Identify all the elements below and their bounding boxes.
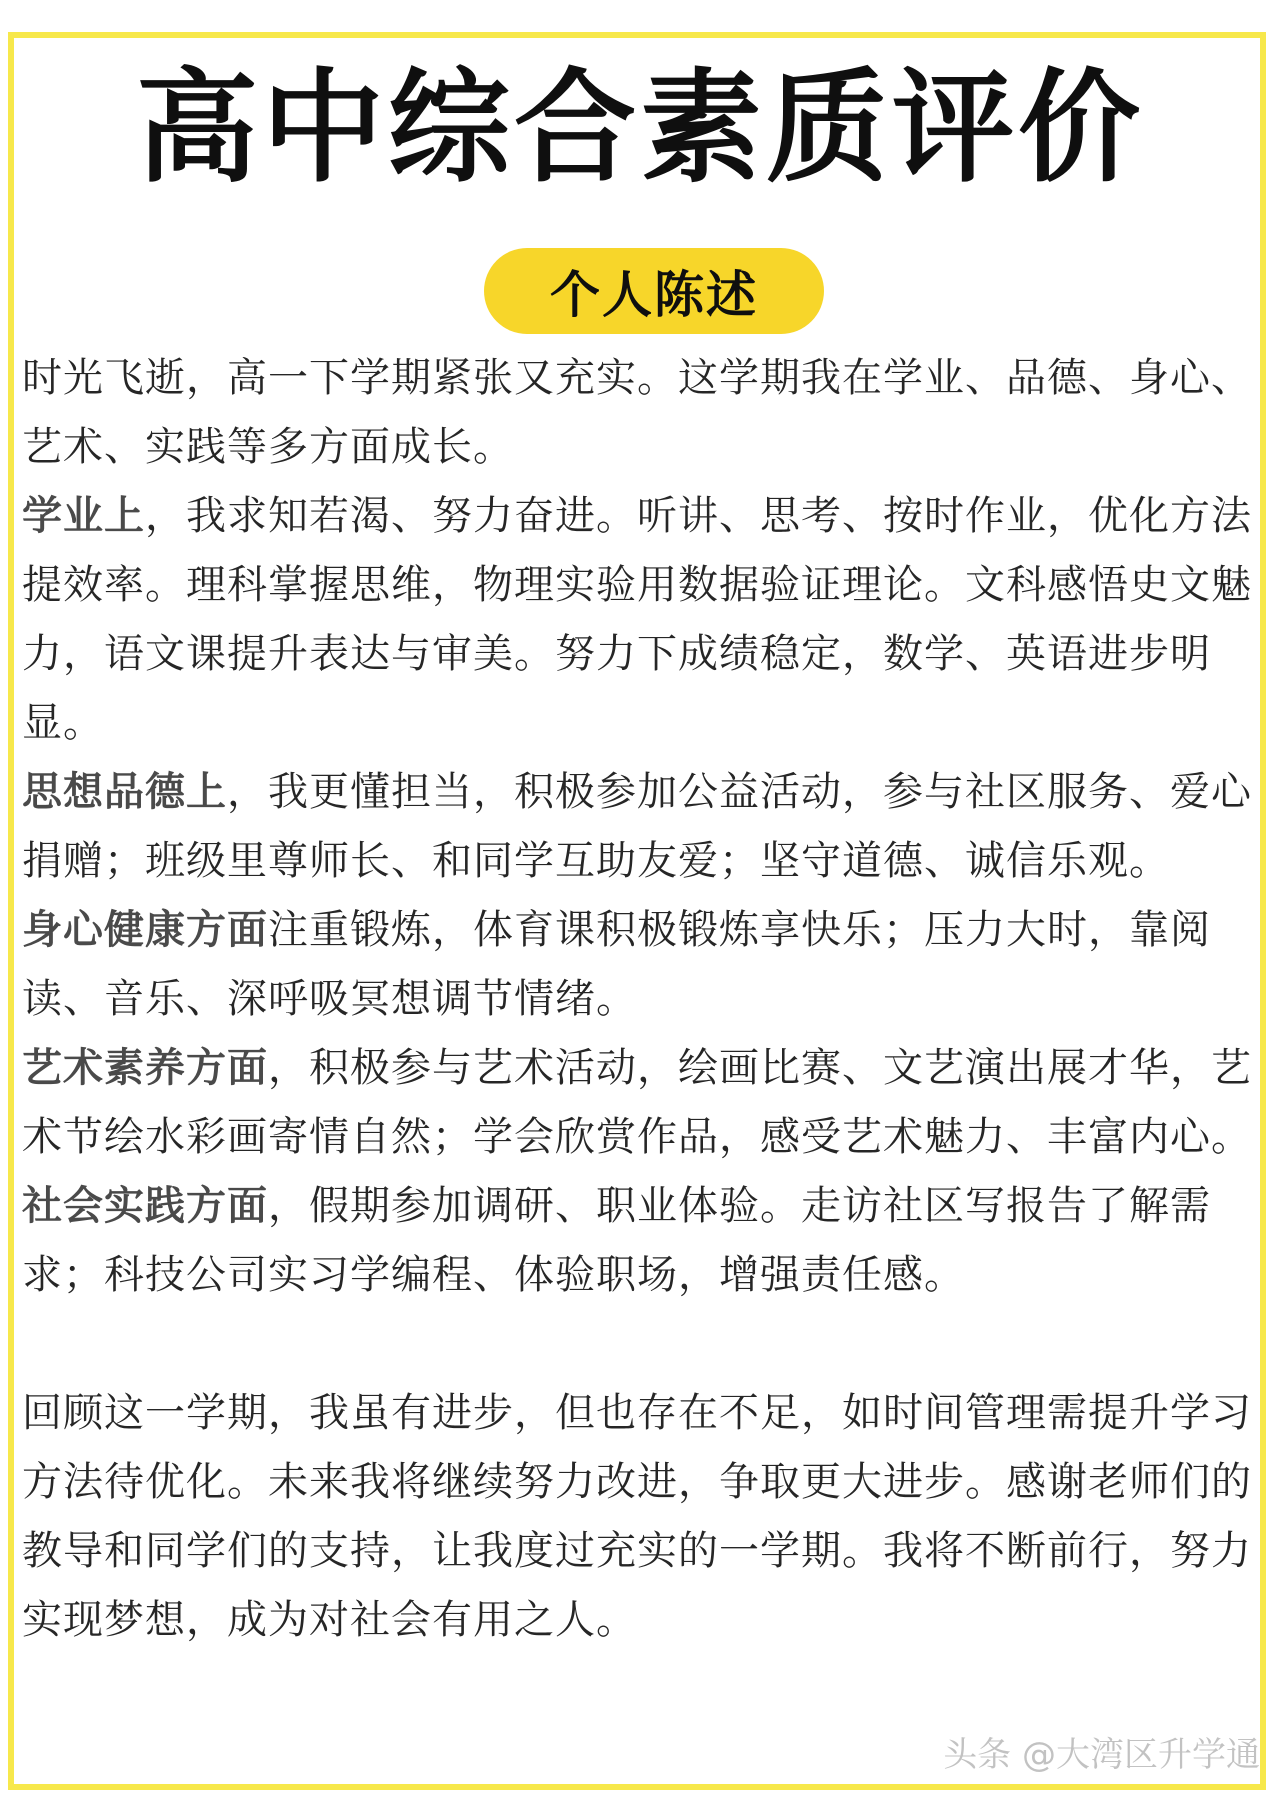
conclusion-paragraph: 回顾这一学期，我虽有进步，但也存在不足，如时间管理需提升学习方法待优化。未来我将继续努力改进，争取更大进步。感谢老师们的教导和同学们的支持，让我度过充实的一学期。我将不断前行，努力实现梦想，成为对社会有用之人。	[22, 1390, 1252, 1643]
watermark: 头条 @大湾区升学通	[943, 1735, 1260, 1775]
section-lead: 思想品德上	[22, 769, 227, 815]
section-text: ，我求知若渴、努力奋进。听讲、思考、按时作业，优化方法提效率。理科掌握思维，物理实验用数据验证理论。文科感悟史文魅力，语文课提升表达与审美。努力下成绩稳定，数学、英语进步明显。	[22, 493, 1252, 746]
section-academic	[22, 482, 1262, 758]
statement-body	[22, 344, 1262, 1655]
page-title: 高中综合素质评价	[136, 57, 1144, 199]
section-lead: 艺术素养方面	[22, 1045, 268, 1091]
section-badge: 个人陈述	[484, 248, 824, 334]
section-arts	[22, 1034, 1262, 1172]
section-lead: 社会实践方面	[22, 1183, 268, 1229]
section-health	[22, 896, 1262, 1034]
section-text: ，假期参加调研、职业体验。走访社区写报告了解需求；科技公司实习学编程、体验职场，增强责任感。	[22, 1183, 1211, 1298]
section-lead: 学业上	[22, 493, 145, 539]
section-lead: 身心健康方面	[22, 907, 268, 953]
section-text: 注重锻炼，体育课积极锻炼享快乐；压力大时，靠阅读、音乐、深呼吸冥想调节情绪。	[22, 907, 1211, 1022]
section-practice	[22, 1172, 1262, 1310]
intro-paragraph: 时光飞逝，高一下学期紧张又充实。这学期我在学业、品德、身心、艺术、实践等多方面成长。	[22, 355, 1252, 470]
section-morality	[22, 758, 1262, 896]
section-text: ，我更懂担当，积极参加公益活动，参与社区服务、爱心捐赠；班级里尊师长、和同学互助友爱；坚守道德、诚信乐观。	[22, 769, 1252, 884]
section-text: ，积极参与艺术活动，绘画比赛、文艺演出展才华，艺术节绘水彩画寄情自然；学会欣赏作品，感受艺术魅力、丰富内心。	[22, 1045, 1252, 1160]
